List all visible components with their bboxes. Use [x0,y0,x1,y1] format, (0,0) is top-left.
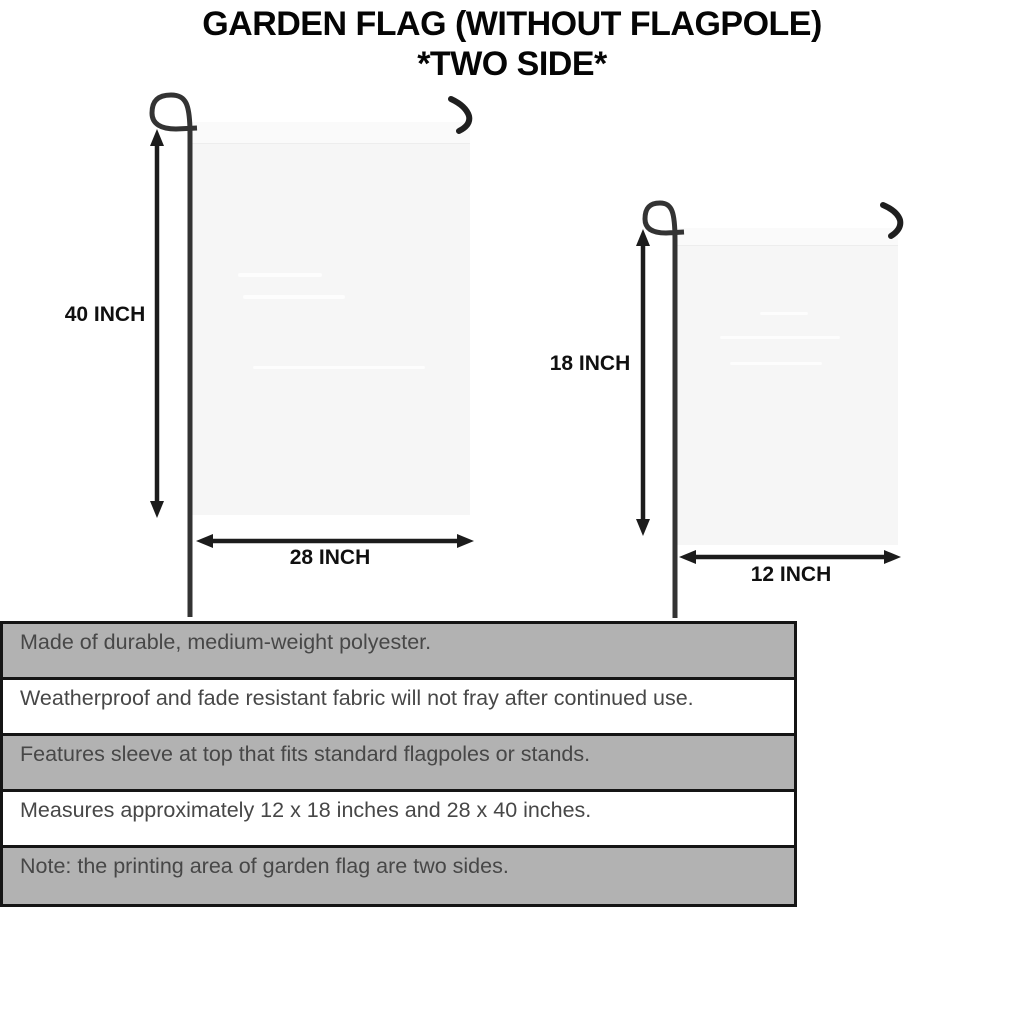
small-flag-width-arrow [679,550,901,564]
small-flag-sleeve [677,228,898,246]
large-flag-sleeve [192,122,470,144]
title-line-2: *TWO SIDE* [417,45,607,83]
title-line-1: GARDEN FLAG (WITHOUT FLAGPOLE) [202,5,822,43]
spec-row-note [3,848,794,904]
large-flag-height-arrow [150,129,164,518]
spec-row-measures [3,792,794,848]
spec-row-sleeve [3,736,794,792]
fabric-wrinkle [243,295,345,299]
spec-row-weatherproof [3,680,794,736]
large-flag-image [192,122,470,515]
small-flag-width-label: 12 INCH [750,563,832,586]
large-flag-height-label: 40 INCH [64,303,146,326]
spec-text: Note: the printing area of garden flag are two sides. [20,854,509,878]
small-flag-height-label: 18 INCH [549,352,631,375]
fabric-wrinkle [238,273,322,277]
fabric-wrinkle [730,362,822,365]
spec-row-material [3,624,794,680]
spec-text: Measures approximately 12 x 18 inches and 28 x 40 inches. [20,798,592,822]
page-title [0,4,1024,84]
small-flag-height-arrow [636,229,650,536]
fabric-wrinkle [253,366,425,369]
fabric-wrinkle [720,336,840,339]
fabric-wrinkle [760,312,808,315]
small-flag-image [677,228,898,545]
spec-text: Features sleeve at top that fits standard flagpoles or stands. [20,742,591,766]
spec-table [0,621,797,907]
spec-text: Made of durable, medium-weight polyester. [20,630,432,654]
spec-text: Weatherproof and fade resistant fabric will not fray after continued use. [20,686,694,710]
large-flagpole-icon [152,95,197,617]
large-flag-width-label: 28 INCH [289,546,371,569]
